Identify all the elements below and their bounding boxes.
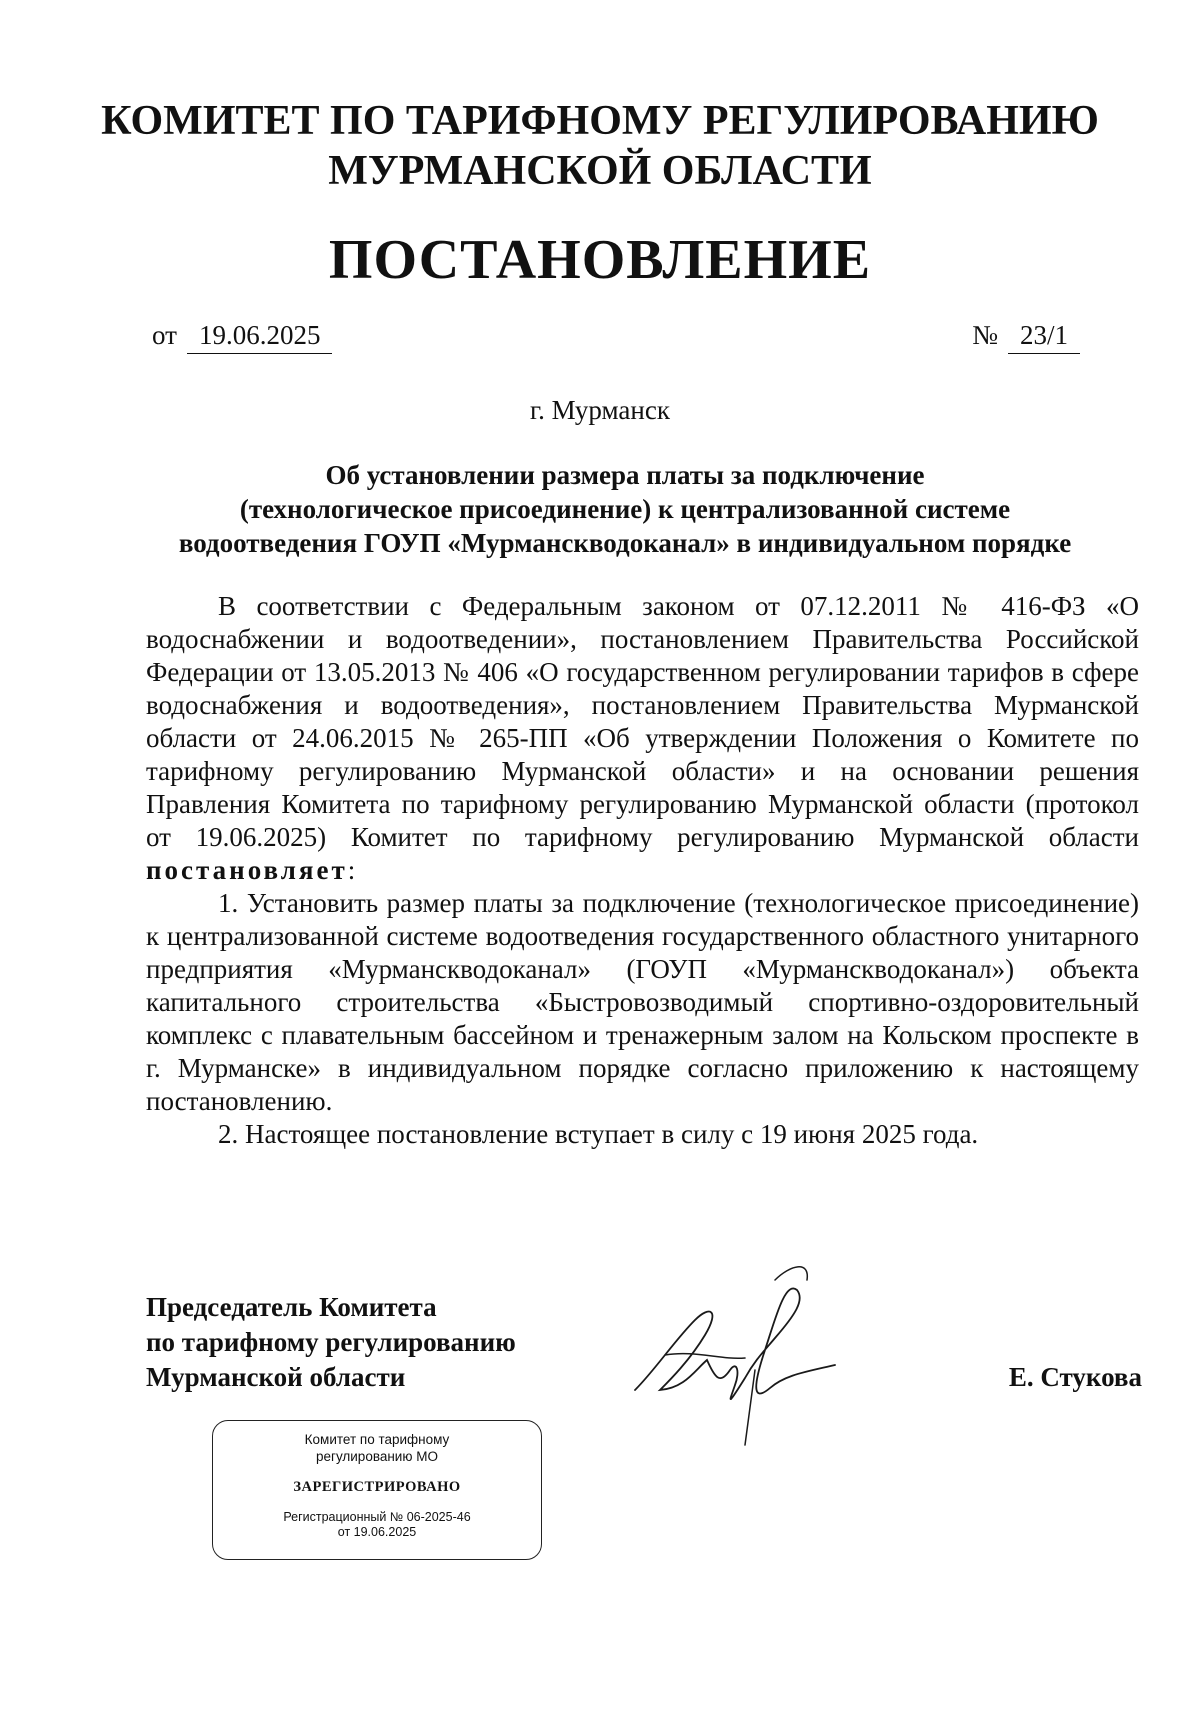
preamble-text: В соответствии с Федеральным законом от 07.12.2011 № 416-ФЗ «О водоснабжении и водоотведении», постановлением Правительства Российской Федерации от 13.05.2013 № 406 «О государственном регулировании тарифов в сфере водоснабжения и водоотведения», постановлением Правительства Мурманской области от 24.06.2015 № 265-ПП «Об утверждении Положения о Комитете по тарифному регулированию Мурманской области» и на основании решения Правления Комитета по тарифному регулированию Мурманской области (протокол от 19.06.2025) Комитет по тарифному регулированию Мурманской области [146, 591, 1139, 852]
stamp-org-line-1: Комитет по тарифному [304, 1432, 450, 1447]
item-2: 2. Настоящее постановление вступает в силу с 19 июня 2025 года. [218, 1119, 979, 1149]
stamp-reg-number: Регистрационный № 06-2025-46 [283, 1510, 471, 1524]
subject-line-1: Об установлении размера платы за подключение [325, 460, 925, 490]
signatory-title-line-3: Мурманской области [146, 1362, 406, 1392]
stamp-organization [213, 1431, 541, 1465]
document-date: 19.06.2025 [187, 320, 333, 354]
preamble-paragraph [146, 590, 1139, 887]
number-label: № [972, 320, 998, 350]
date-field [152, 320, 332, 354]
resolves-colon: : [347, 855, 356, 885]
signature-icon [625, 1260, 855, 1450]
signatory-title-line-2: по тарифному регулированию [146, 1327, 516, 1357]
org-line-2: МУРМАНСКОЙ ОБЛАСТИ [328, 148, 872, 194]
document-number: 23/1 [1008, 320, 1080, 354]
document-type: ПОСТАНОВЛЕНИЕ [328, 229, 872, 291]
signatory-title [146, 1290, 626, 1395]
signer-name: Е. Стукова [1008, 1362, 1142, 1392]
subject-line-3: водоотведения ГОУП «Мурманскводоканал» в индивидуальном порядке [178, 528, 1072, 558]
handwritten-signature [625, 1260, 855, 1455]
registration-stamp [212, 1420, 542, 1560]
organization-title [0, 96, 1200, 196]
resolves-word: постановляет [146, 855, 348, 885]
org-line-1: КОМИТЕТ ПО ТАРИФНОМУ РЕГУЛИРОВАНИЮ [101, 98, 1099, 144]
subject-line-2: (технологическое присоединение) к централизованной системе [239, 494, 1011, 524]
date-label: от [152, 320, 177, 350]
stamp-registered: ЗАРЕГИСТРИРОВАНО [293, 1479, 461, 1495]
stamp-reg-date: от 19.06.2025 [337, 1525, 417, 1539]
item-1: 1. Установить размер платы за подключение (технологическое присоединение) к централизованной системе водоотведения государственного областного унитарного предприятия «Мурманскводоканал» (ГОУП «Мурманскводоканал») объекта капитального строительства «Быстровозводимый спортивно-оздоровительный комплекс с плавательным бассейном и тренажерным залом на Кольском проспекте в г. Мурманске» в индивидуальном порядке согласно приложению к настоящему постановлению. [146, 888, 1139, 1116]
signatory-title-line-1: Председатель Комитета [146, 1292, 437, 1322]
document-subject [130, 458, 1120, 560]
stamp-registration [213, 1510, 541, 1540]
document-body [146, 590, 1139, 1151]
city: г. Мурманск [530, 395, 670, 425]
stamp-org-line-2: регулированию МО [316, 1449, 438, 1464]
number-field [972, 320, 1080, 354]
